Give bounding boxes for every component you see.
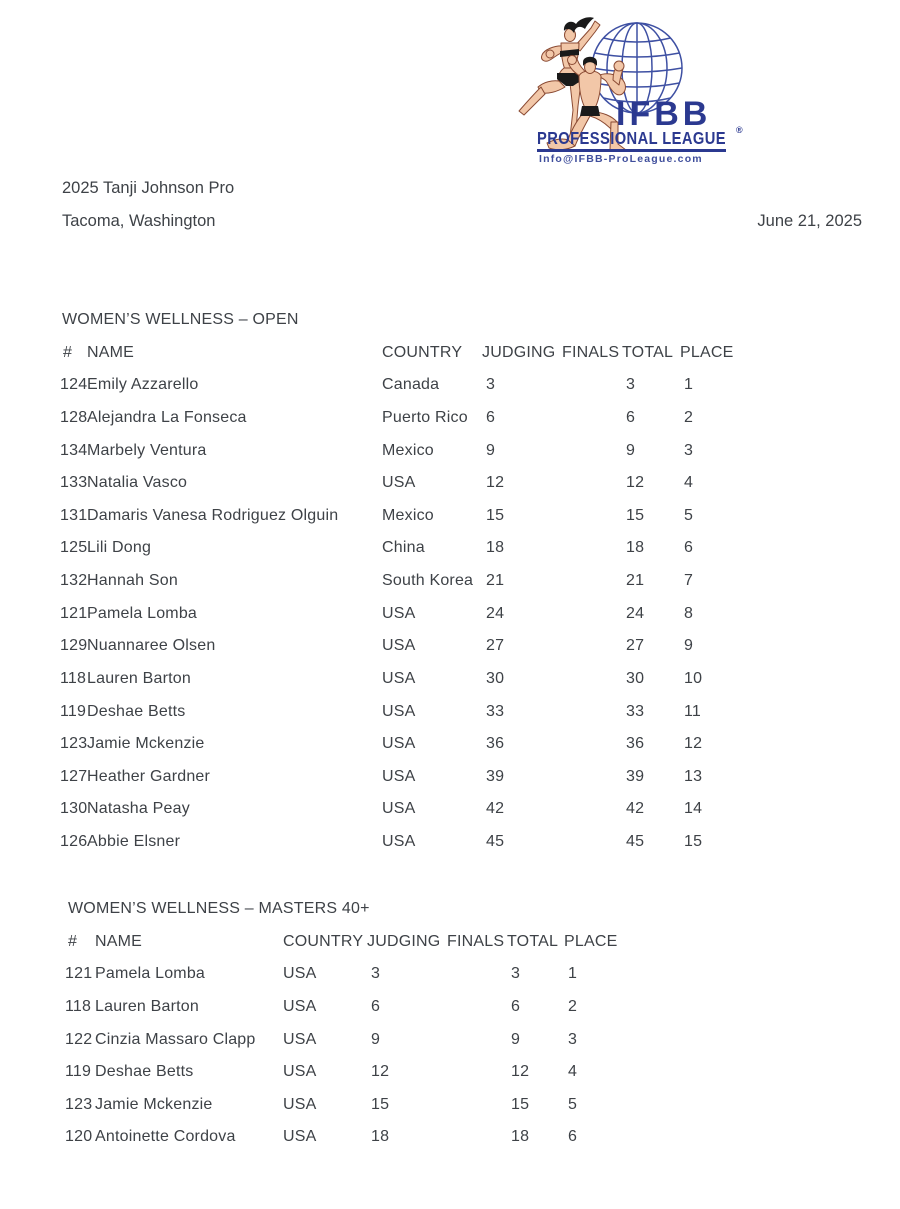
table-cell: 5 [684,506,694,524]
ifbb-logo-brand: IFBB [616,95,712,133]
table-cell: 15 [684,833,703,850]
table-row [60,663,740,696]
table-cell: 118 [60,669,87,687]
table-cell: 2 [684,408,694,426]
column-header: JUDGING [367,932,441,950]
table-cell [562,565,622,598]
table-cell: 3 [486,376,496,394]
event-title: 2025 Tanji Johnson Pro [62,179,235,197]
table-row [60,402,740,435]
table-cell: 45 [486,833,505,850]
table-cell: China [382,539,425,557]
table-cell: 6 [684,539,694,557]
table-cell: USA [283,1030,317,1048]
table-cell: 21 [486,572,505,589]
table-header-row [65,926,620,959]
column-header: COUNTRY [382,343,463,361]
table-cell: 134 [60,441,88,459]
table-cell: Natalia Vasco [87,474,188,492]
table-cell: 3 [371,965,381,983]
table-cell: 119 [60,702,87,720]
table-cell: 15 [511,1095,530,1113]
table-cell: USA [283,965,317,983]
table-cell: 7 [684,572,694,589]
table-cell: 6 [371,997,381,1015]
table-cell: 123 [65,1095,93,1113]
table-cell: 125 [60,539,88,557]
table-cell [447,1056,507,1089]
table-cell: 18 [626,539,645,557]
table-cell: 11 [684,702,702,720]
table-cell [562,435,622,468]
table-row [60,793,740,826]
table-cell: 9 [371,1030,381,1048]
column-header: # [68,932,78,950]
table-cell: USA [382,474,416,492]
column-header: JUDGING [482,343,556,361]
table-cell: 10 [684,669,703,687]
table-row [65,1024,620,1057]
table-cell: 42 [626,800,645,818]
table-cell: 3 [568,1030,578,1048]
table-row [60,630,740,663]
table-cell: USA [382,702,416,720]
table-cell: Abbie Elsner [87,833,181,850]
column-header: NAME [95,932,143,950]
table-cell [562,467,622,500]
table-cell: Puerto Rico [382,408,468,426]
table-cell [562,761,622,794]
table-cell [447,1024,507,1057]
registered-trademark-symbol: ® [736,125,743,135]
table-cell: Lili Dong [87,539,152,557]
table-cell: 12 [684,735,703,753]
table-cell: USA [382,669,416,687]
table-cell: 131 [60,506,88,524]
table-cell: Mexico [382,506,434,524]
table-cell [562,598,622,631]
table-cell: USA [382,604,416,622]
table-cell [562,793,622,826]
table-cell: 9 [511,1030,521,1048]
column-header: TOTAL [507,932,559,950]
table-cell: 33 [486,702,505,720]
column-header: PLACE [564,932,618,950]
table-cell: 9 [684,637,694,655]
ifbb-logo-email: Info@IFBB-ProLeague.com [539,153,703,165]
table-row [65,1056,620,1089]
table-cell: 6 [568,1128,578,1146]
table-cell: 30 [626,669,645,687]
table-cell: 18 [486,539,505,557]
table-cell: 122 [65,1030,93,1048]
table-row [60,532,740,565]
table-cell: 39 [486,767,505,785]
table-cell [447,991,507,1024]
table-row [60,826,740,859]
table-cell: 6 [626,408,636,426]
table-cell: 121 [60,604,88,622]
table-cell: Lauren Barton [87,669,192,687]
table-cell: 30 [486,669,505,687]
table-cell [562,696,622,729]
results-table-masters-40plus [65,893,620,1154]
table-cell: 129 [60,637,88,655]
table-row [60,696,740,729]
table-cell [562,826,622,859]
ifbb-logo [505,10,755,172]
table-cell: USA [382,800,416,818]
table-cell: Mexico [382,441,434,459]
table-row [60,369,740,402]
column-header: PLACE [680,343,734,361]
table-row [60,728,740,761]
results-table-open [60,304,740,859]
table-cell: 126 [60,833,88,850]
table-cell: 127 [60,767,88,785]
table-cell: 3 [626,376,636,394]
table-cell: 12 [371,1063,390,1081]
table-cell: 4 [568,1063,578,1081]
table-cell: 9 [486,441,496,459]
table-title: WOMEN’S WELLNESS – OPEN [62,311,299,328]
table-cell: USA [382,767,416,785]
table-cell: USA [382,735,416,753]
table-cell [447,958,507,991]
table-cell: 12 [486,474,505,492]
table-cell: Nuannaree Olsen [87,637,216,655]
table-cell: 42 [486,800,505,818]
table-row [65,1089,620,1122]
ifbb-logo-tagline [537,125,762,152]
table-cell: 119 [65,1063,92,1081]
table-cell: 18 [371,1128,390,1146]
table-cell: 124 [60,376,88,394]
table-cell: Emily Azzarello [87,376,199,394]
table-cell: 12 [626,474,645,492]
table-header-row [60,337,740,370]
table-cell [562,402,622,435]
table-cell [562,630,622,663]
table-cell: 9 [626,441,636,459]
table-row [65,958,620,991]
table-cell: 132 [60,572,88,589]
table-cell: Jamie Mckenzie [87,735,205,753]
table-cell: 13 [684,767,703,785]
table-row [60,500,740,533]
table-row [60,565,740,598]
column-header: TOTAL [622,343,674,361]
table-cell: 18 [511,1128,530,1146]
table-cell: Jamie Mckenzie [95,1095,213,1113]
table-cell: 27 [486,637,505,655]
table-cell: 15 [371,1095,390,1113]
table-cell: 2 [568,997,578,1015]
table-cell [562,532,622,565]
table-cell: 6 [511,997,521,1015]
table-row [60,761,740,794]
table-cell: USA [382,833,416,850]
table-cell [447,1089,507,1122]
table-cell: Deshae Betts [95,1063,194,1081]
table-row [60,435,740,468]
column-header: COUNTRY [283,932,364,950]
table-cell: 128 [60,408,88,426]
table-cell: 4 [684,474,694,492]
table-cell: Hannah Son [87,572,178,589]
event-location: Tacoma, Washington [62,212,216,230]
table-row [65,1121,620,1154]
table-cell [447,1121,507,1154]
table-cell: 8 [684,604,694,622]
table-cell: 12 [511,1063,530,1081]
column-header: FINALS [447,932,505,950]
column-header: NAME [87,343,135,361]
table-cell: 36 [626,735,645,753]
table-row [60,467,740,500]
table-cell: Cinzia Massaro Clapp [95,1030,256,1048]
table-cell: 1 [684,376,694,394]
table-cell: 120 [65,1128,93,1146]
table-cell: 24 [626,604,645,622]
ifbb-logo-tagline-text: PROFESSIONAL LEAGUE [537,129,726,152]
table-cell: 5 [568,1095,578,1113]
table-cell: 6 [486,408,496,426]
event-date: June 21, 2025 [757,212,862,230]
table-cell: Canada [382,376,440,394]
table-cell: USA [283,997,317,1015]
table-cell: 3 [684,441,694,459]
table-cell [562,728,622,761]
column-header: FINALS [562,343,620,361]
table-cell: 36 [486,735,505,753]
table-row [60,598,740,631]
table-title: WOMEN’S WELLNESS – MASTERS 40+ [68,900,370,917]
table-cell: Alejandra La Fonseca [87,408,247,426]
table-cell [562,500,622,533]
table-cell: 45 [626,833,645,850]
table-cell: USA [283,1095,317,1113]
table-cell: 15 [486,506,505,524]
table-cell: 21 [626,572,645,589]
table-cell: 39 [626,767,645,785]
table-cell: 123 [60,735,88,753]
table-cell: Antoinette Cordova [95,1128,236,1146]
table-cell: Pamela Lomba [87,604,198,622]
table-cell: South Korea [382,572,474,589]
table-cell: USA [382,637,416,655]
table-cell: 24 [486,604,505,622]
table-cell: 1 [568,965,578,983]
table-cell: 27 [626,637,645,655]
table-cell: 3 [511,965,521,983]
table-cell: Natasha Peay [87,800,190,818]
table-cell: USA [283,1063,317,1081]
table-cell: 130 [60,800,88,818]
table-cell: USA [283,1128,317,1146]
table-row [65,991,620,1024]
column-header: # [63,343,73,361]
table-cell: 14 [684,800,703,818]
table-cell [562,369,622,402]
table-cell: 33 [626,702,645,720]
table-cell [562,663,622,696]
table-cell: Pamela Lomba [95,965,206,983]
table-cell: Marbely Ventura [87,441,207,459]
table-cell: Heather Gardner [87,767,211,785]
table-cell: Deshae Betts [87,702,186,720]
table-cell: 133 [60,474,88,492]
table-cell: Lauren Barton [95,997,200,1015]
table-cell: 118 [65,997,92,1015]
table-cell: Damaris Vanesa Rodriguez Olguin [87,506,339,524]
table-cell: 15 [626,506,645,524]
table-cell: 121 [65,965,93,983]
